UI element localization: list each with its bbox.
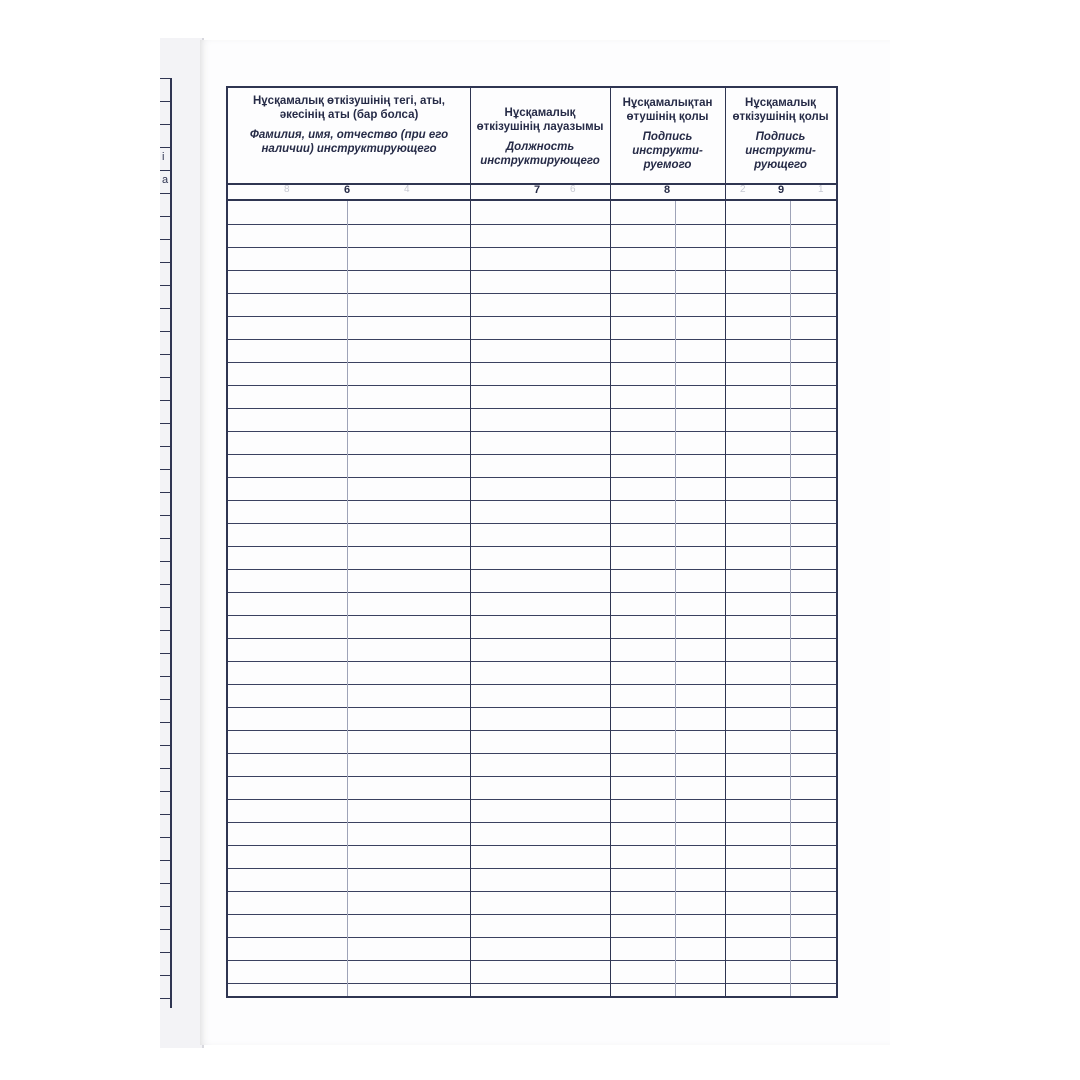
left-page-row-tick [160,607,170,608]
left-page-row-tick [160,354,170,355]
table-row-line [228,730,836,731]
left-page-row-tick [160,998,170,999]
left-page-row-tick [160,653,170,654]
left-page-row-tick [160,469,170,470]
table-row-line [228,707,836,708]
left-page-row-tick [160,78,170,79]
instruction-log-table [226,86,838,998]
left-page-row-tick [160,837,170,838]
table-row-line [228,684,836,685]
left-page-row-tick [160,722,170,723]
left-page-row-tick [160,699,170,700]
table-row-line [228,638,836,639]
show-through-number: 4 [404,184,410,195]
left-page-row-tick [160,285,170,286]
header-kz-signature-instructor: Нұсқамалық өткізушінің қолы [732,97,829,123]
left-page-row-tick [160,423,170,424]
left-page-row-tick [160,814,170,815]
header-ru-full-name: Фамилия, имя, отчество (при его наличии) инструктирующего [249,129,449,155]
table-row-line [228,293,836,294]
header-ru-signature-instructor: Подпись инструкти- рующего [745,131,816,171]
table-row-line [228,868,836,869]
table-row-line [228,592,836,593]
left-page-row-tick [160,147,170,148]
left-page-row-tick [160,676,170,677]
table-header [228,88,836,185]
left-page-glyph: а [162,174,169,186]
left-page-row-tick [160,768,170,769]
header-kz-signature-instructed: Нұсқамалықтан өтушінің қолы [622,97,713,123]
left-page-row-tick [160,262,170,263]
table-row-line [228,845,836,846]
left-page-row-tick [160,377,170,378]
table-row-line [228,914,836,915]
column-number-row [228,183,836,201]
table-row-line [228,408,836,409]
table-row-line [228,362,836,363]
left-page [160,38,204,1048]
left-page-row-tick [160,193,170,194]
show-through-number: 2 [740,184,746,195]
show-through-number: 6 [570,184,576,195]
table-row-line [228,523,836,524]
left-page-row-tick [160,906,170,907]
table-row-line [228,661,836,662]
header-cell-position [470,88,610,183]
left-page-row-tick [160,630,170,631]
column-divider [470,88,471,996]
left-page-row-tick [160,860,170,861]
column-subdivider [347,201,348,996]
left-page-table-edge [160,78,172,1008]
table-row-line [228,270,836,271]
table-row-line [228,776,836,777]
table-row-line [228,615,836,616]
left-page-row-tick [160,584,170,585]
table-row-line [228,247,836,248]
column-number-7: 7 [534,184,541,196]
left-page-row-tick [160,561,170,562]
left-page-row-tick [160,216,170,217]
table-row-line [228,431,836,432]
header-cell-full-name [228,88,470,183]
table-row-line [228,960,836,961]
column-subdivider [790,201,791,996]
left-page-row-tick [160,929,170,930]
left-page-row-tick [160,124,170,125]
table-row-line [228,454,836,455]
column-divider [610,88,611,996]
table-row-line [228,891,836,892]
header-cell-signature-instructor [725,88,836,183]
header-kz-full-name: Нұсқамалық өткізушінің тегі, аты, әкесінің аты (бар болса) [252,95,446,121]
table-row-line [228,569,836,570]
table-row-line [228,224,836,225]
left-page-glyph: і [162,151,165,163]
table-row-line [228,822,836,823]
table-row-line [228,937,836,938]
header-cell-signature-instructed [610,88,725,183]
table-row-line [228,753,836,754]
column-divider [725,88,726,996]
left-page-row-tick [160,101,170,102]
table-row-line [228,385,836,386]
show-through-number: 1 [818,184,824,195]
column-number-8: 8 [664,184,671,196]
table-row-line [228,500,836,501]
table-row-line [228,477,836,478]
left-page-row-tick [160,952,170,953]
left-page-row-tick [160,308,170,309]
header-ru-position: Должность инструктирующего [480,141,600,167]
left-page-row-tick [160,975,170,976]
left-page-row-tick [160,791,170,792]
left-page-row-tick [160,239,170,240]
left-page-row-tick [160,492,170,493]
left-page-row-tick [160,883,170,884]
left-page-row-tick [160,400,170,401]
table-row-line [228,983,836,984]
header-kz-position: Нұсқамалық өткізушінің лауазымы [476,107,604,133]
left-page-row-tick [160,745,170,746]
table-row-line [228,339,836,340]
table-row-line [228,546,836,547]
header-ru-signature-instructed: Подпись инструкти- руемого [632,131,703,171]
table-row-line [228,799,836,800]
left-page-row-tick [160,538,170,539]
table-row-line [228,316,836,317]
column-number-6: 6 [344,184,351,196]
show-through-number: 8 [284,184,290,195]
left-page-row-tick [160,331,170,332]
left-page-row-tick [160,170,170,171]
column-number-9: 9 [778,184,785,196]
left-page-row-tick [160,515,170,516]
column-subdivider [675,201,676,996]
left-page-row-tick [160,446,170,447]
